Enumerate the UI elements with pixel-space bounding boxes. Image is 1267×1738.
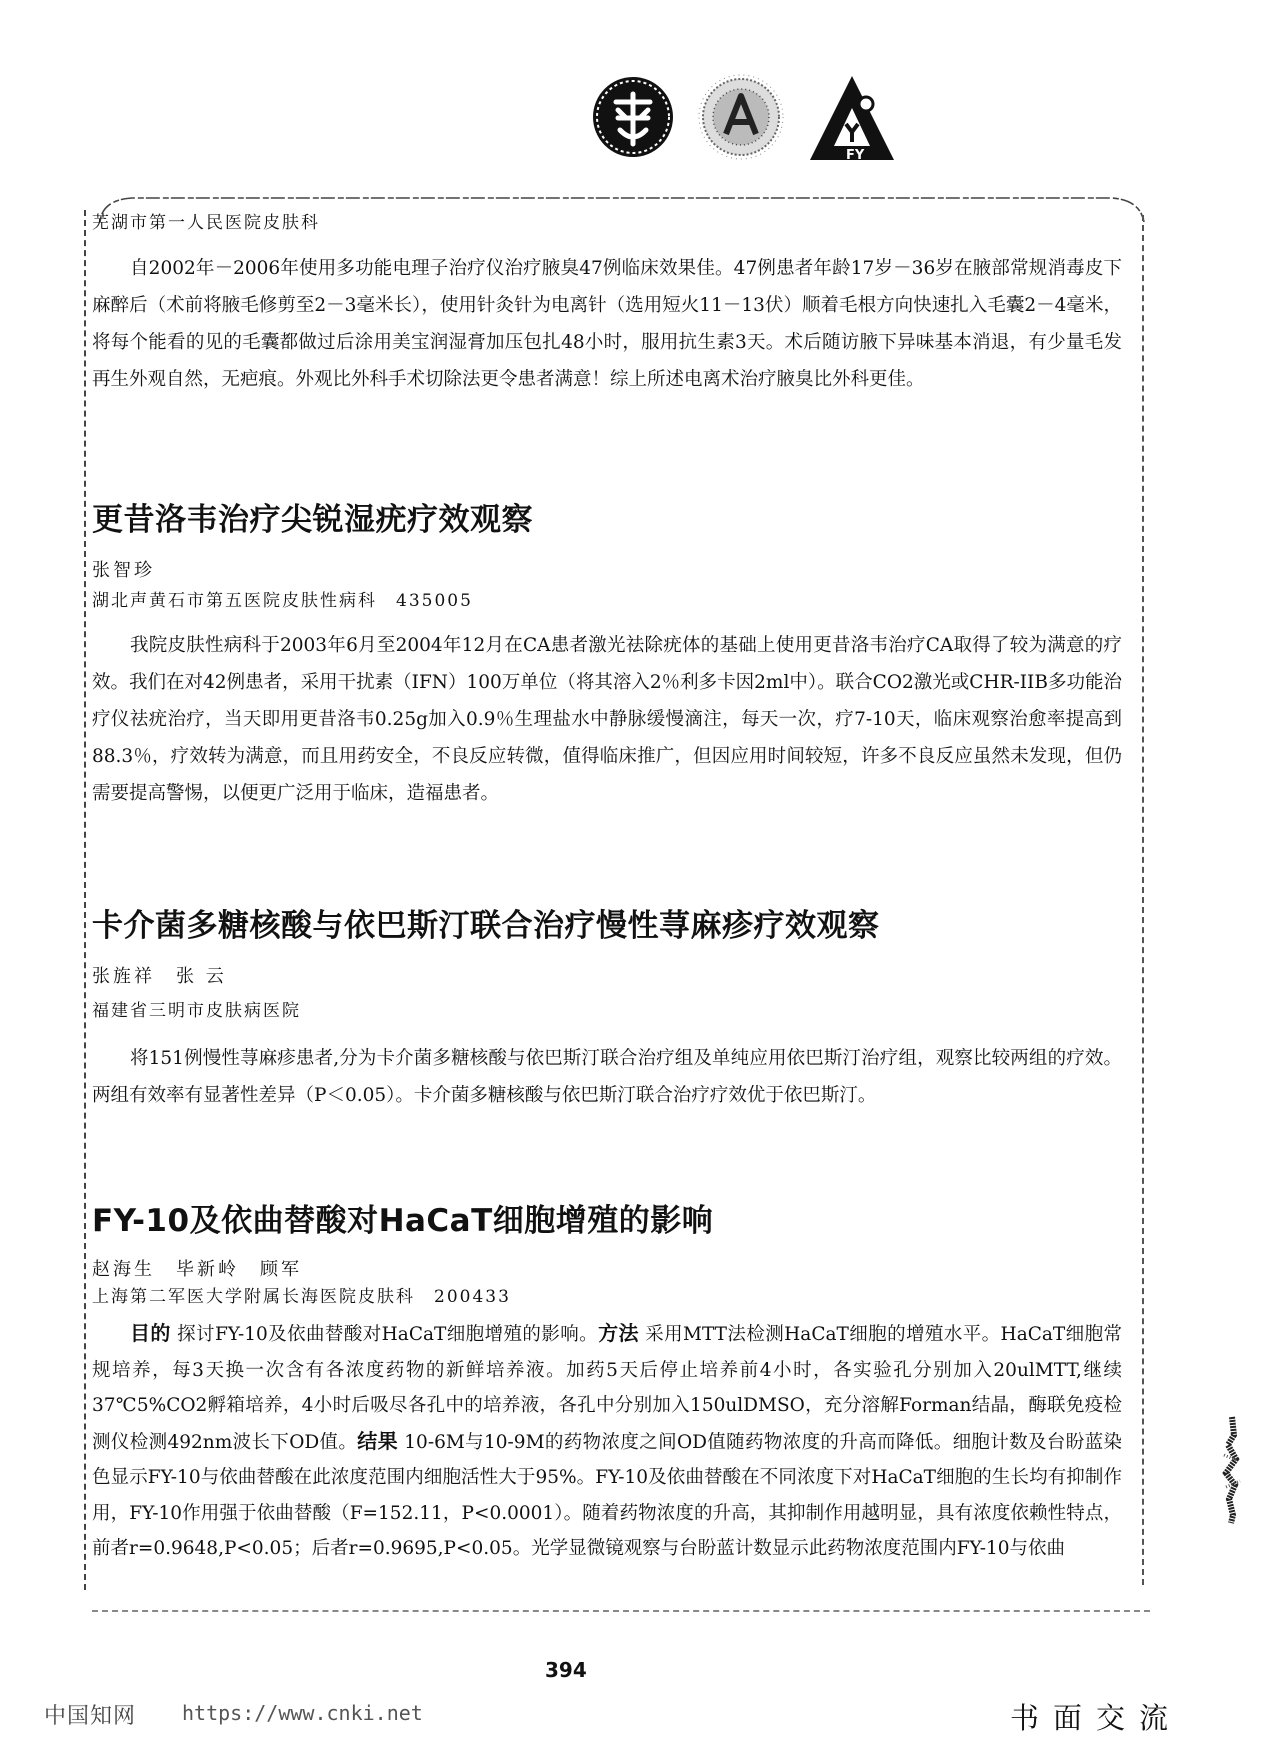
article3-title: 卡介菌多糖核酸与依巴斯汀联合治疗慢性荨麻疹疗效观察: [92, 908, 880, 944]
article3-affiliation: 福建省三明市皮肤病医院: [92, 1001, 301, 1021]
top-article-body: 自2002年－2006年使用多功能电理子治疗仪治疗腋臭47例临床效果佳。47例患者年龄17岁－36岁在腋部常规消毒皮下麻醉后（术前将腋毛修剪至2－3毫米长），使用针灸针为电离针（选用短火11－13伏）顺着毛根方向快速扎入毛囊2－4毫米，将每个能看的见的毛囊都做过后涂用美宝润湿膏加压包扎48小时，服用抗生素3天。术后随访腋下异味基本消退，有少量毛发再生外观自然，无疤痕。外观比外科手术切除法更令患者满意！综上所述电离术治疗腋臭比外科更佳。: [92, 258, 1123, 390]
page-number: 394: [545, 1658, 587, 1682]
cnki-watermark: 中国知网: [44, 1704, 137, 1729]
article2-body: 我院皮肤性病科于2003年6月至2004年12月在CA患者激光祛除疣体的基础上使用更昔洛韦治疗CA取得了较为满意的疗效。我们在对42例患者，采用干扰素（IFN）100万单位（将其溶入2％利多卡因2ml中）。联合CO2激光或CHR-IIB多功能治疗仪祛疣治疗，当天即用更昔洛韦0.25g加入0.9％生理盐水中静脉缓慢滴注，每天一次，疗7-10天，临床观察治愈率提高到88.3％，疗效转为满意，而且用药安全，不良反应转微，值得临床推广，但因应用时间较短，许多不良反应虽然未发现，但仍需要提高警惕，以便更广泛用于临床，造福患者。: [92, 635, 1122, 804]
frame-left-border: [84, 210, 88, 1590]
header-logos: [588, 72, 908, 164]
article4-affiliation: 上海第二军医大学附属长海医院皮肤科 200433: [92, 1287, 511, 1307]
top-article-affiliation: 芜湖市第一人民医院皮肤科: [92, 213, 320, 233]
article2-authors: 张智珍: [92, 560, 155, 581]
section-label: 书面交流: [1010, 1701, 1183, 1735]
article4-body: [92, 1316, 1122, 1567]
frame-bottom-border: [92, 1610, 1150, 1614]
seal-logo-left: [588, 72, 678, 162]
article4-authors: 赵海生 毕新岭 顾军: [92, 1259, 302, 1280]
seal-logo-middle: [696, 72, 786, 162]
article3-body: 将151例慢性荨麻疹患者,分为卡介菌多糖核酸与依巴斯汀联合治疗组及单纯应用依巴斯汀治疗组，观察比较两组的疗效。两组有效率有显著性差异（P＜0.05）。卡介菌多糖核酸与依巴斯汀联合治疗疗效优于依巴斯汀。: [92, 1048, 1122, 1106]
result-text: 10-6M与10-9M的药物浓度之间OD值随药物浓度的升高而降低。细胞计数及台盼蓝染色显示FY-10与依曲替酸在此浓度范围内细胞活性大于95%。FY-10及依曲替酸在不同浓度下对HaCaT细胞的生长均有抑制作用，FY-10作用强于依曲替酸（F=152.11，P<0.0001）。随着药物浓度的升高，其抑制作用越明显，具有浓度依赖性特点，前者r=0.9648,P<0.05；后者r=0.9695,P<0.05。光学显微镜观察与台盼蓝计数显示此药物浓度范围内FY-10与依曲: [92, 1431, 1122, 1559]
svg-text:FY: FY: [846, 148, 865, 163]
scan-noise-mark: [1218, 1415, 1246, 1525]
article3-authors: 张旌祥 张 云: [92, 966, 227, 987]
fy-logo-right: [806, 72, 898, 164]
cnki-url: https://www.cnki.net: [182, 1701, 423, 1725]
frame-right-border: [1142, 215, 1146, 1585]
method-label: 方法: [598, 1321, 639, 1345]
result-label: 结果: [357, 1428, 399, 1453]
method-text: 采用MTT法检测HaCaT细胞的增殖水平。HaCaT细胞常规培养，每3天换一次含有各浓度药物的新鲜培养液。加药5天后停止培养前4小时，各实验孔分别加入20ulMTT,继续37℃5%CO2孵箱培养，4小时后吸尽各孔中的培养液，各孔中分别加入150ulDMSO，充分溶解Forman结晶，酶联免疫检测仪检测492nm波长下OD值。: [92, 1324, 1122, 1453]
article2-title: 更昔洛韦治疗尖锐湿疣疗效观察: [92, 502, 533, 538]
purpose-label: 目的: [130, 1321, 171, 1345]
article2-affiliation: 湖北声黄石市第五医院皮肤性病科 435005: [92, 591, 473, 611]
purpose-text: 探讨FY-10及依曲替酸对HaCaT细胞增殖的影响。: [177, 1324, 599, 1345]
article4-title: FY-10及依曲替酸对HaCaT细胞增殖的影响: [92, 1203, 714, 1239]
